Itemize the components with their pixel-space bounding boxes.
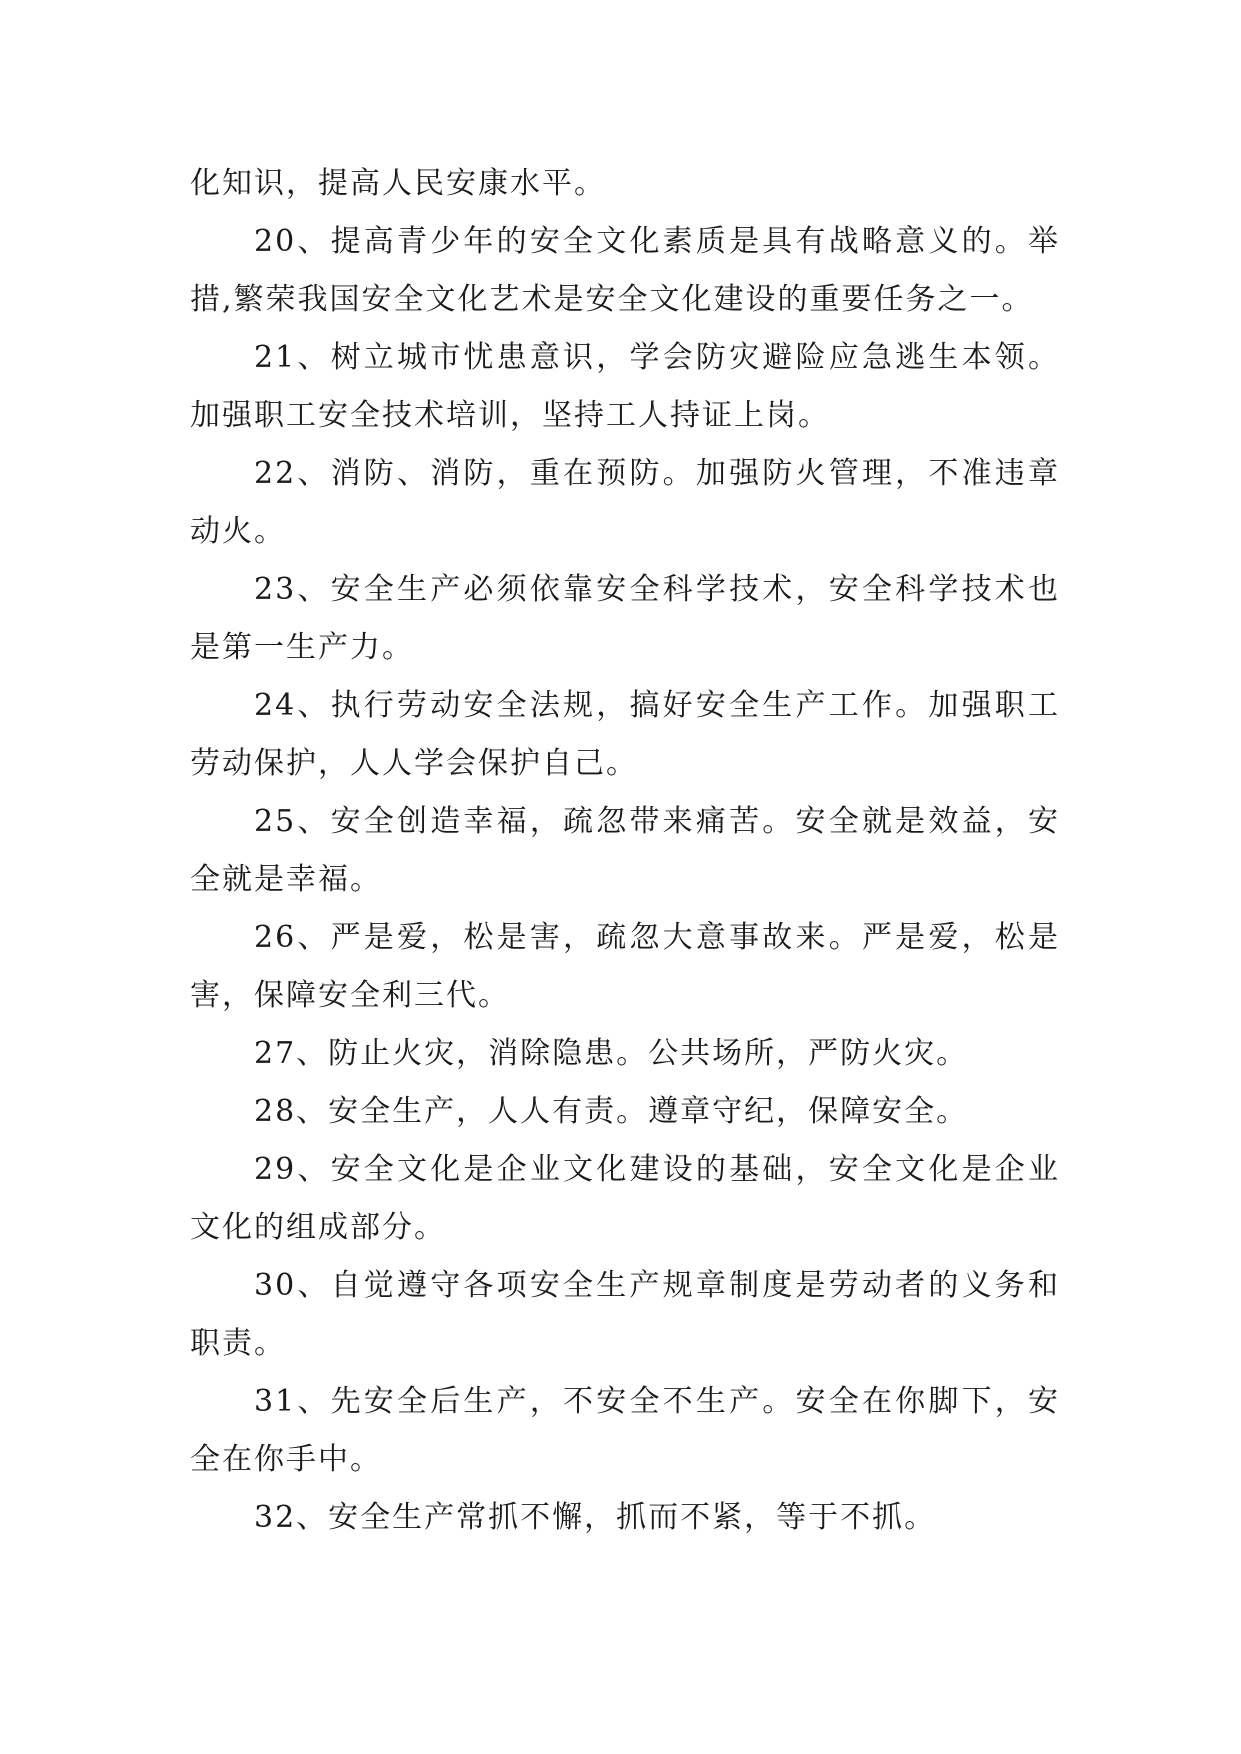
- paragraph-27: 27、防止火灾，消除隐患。公共场所，严防火灾。: [254, 1036, 969, 1071]
- paragraph-22: 22、消防、消防，重在预防。加强防火管理，不准违章动火。: [190, 456, 1060, 549]
- paragraph-28: 28、安全生产，人人有责。遵章守纪，保障安全。: [254, 1094, 969, 1129]
- paragraph-29: 29、安全文化是企业文化建设的基础，安全文化是企业文化的组成部分。: [190, 1152, 1060, 1245]
- paragraph-30: 30、自觉遵守各项安全生产规章制度是劳动者的义务和职责。: [190, 1268, 1060, 1361]
- paragraph-24: 24、执行劳动安全法规，搞好安全生产工作。加强职工劳动保护，人人学会保护自己。: [190, 688, 1060, 781]
- paragraph-21: 21、树立城市忧患意识，学会防灾避险应急逃生本领。加强职工安全技术培训，坚持工人持证上岗。: [190, 340, 1060, 433]
- document-body: [190, 155, 1060, 1547]
- paragraph-25: 25、安全创造幸福，疏忽带来痛苦。安全就是效益，安全就是幸福。: [190, 804, 1060, 897]
- paragraph-continuation: 化知识，提高人民安康水平。: [190, 166, 606, 201]
- paragraph-26: 26、严是爱，松是害，疏忽大意事故来。严是爱，松是害，保障安全利三代。: [190, 920, 1060, 1013]
- paragraph-31: 31、先安全后生产，不安全不生产。安全在你脚下，安全在你手中。: [190, 1384, 1060, 1477]
- paragraph-20: 20、提高青少年的安全文化素质是具有战略意义的。举措,繁荣我国安全文化艺术是安全文化建设的重要任务之一。: [190, 224, 1060, 317]
- paragraph-32: 32、安全生产常抓不懈，抓而不紧，等于不抓。: [254, 1500, 937, 1535]
- paragraph-23: 23、安全生产必须依靠安全科学技术，安全科学技术也是第一生产力。: [190, 572, 1060, 665]
